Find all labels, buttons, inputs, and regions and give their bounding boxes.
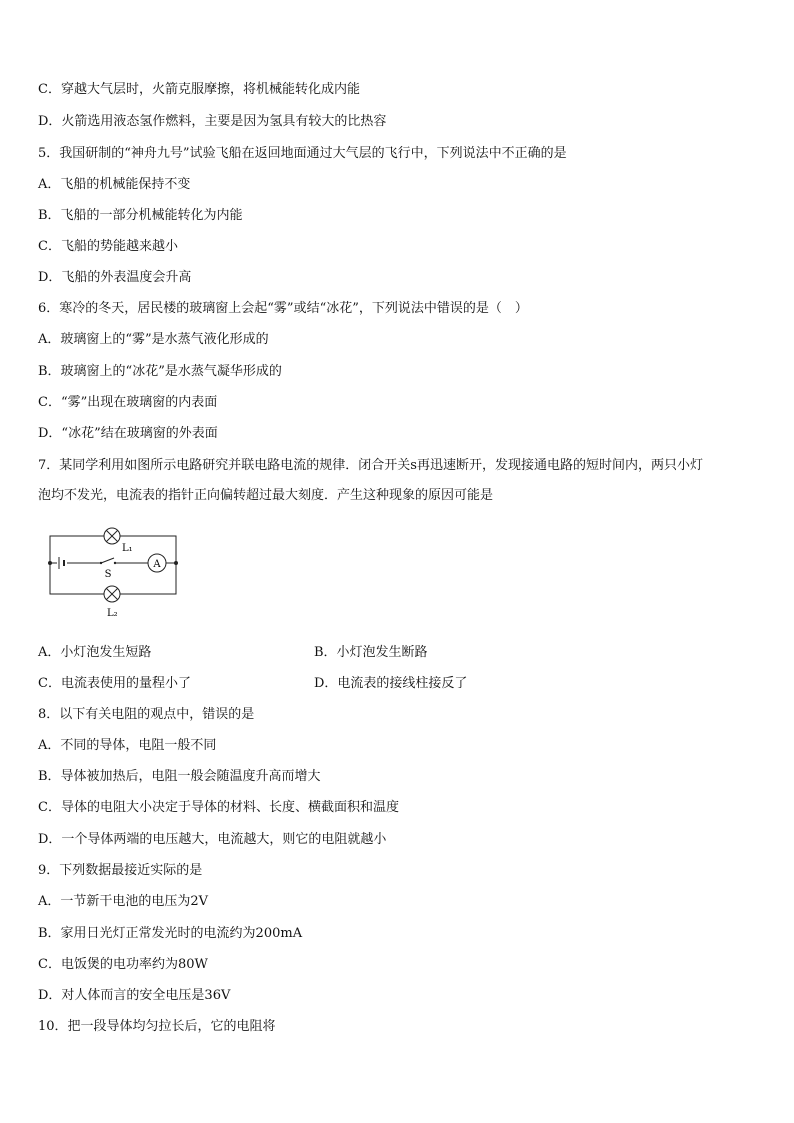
lamp-l1-icon	[104, 528, 120, 544]
junction-dot-right	[174, 561, 178, 565]
question-8-option-c: C．导体的电阻大小决定于导体的材料、长度、横截面积和温度	[38, 800, 399, 815]
ammeter-label: A	[153, 559, 161, 570]
circuit-diagram	[44, 522, 184, 622]
switch-label: S	[104, 569, 112, 580]
lamp-l2-label: L₂	[107, 608, 118, 619]
question-8-option-a: A．不同的导体，电阻一般不同	[38, 738, 217, 753]
lamp-l1-label: L₁	[122, 543, 133, 554]
question-9-option-b: B．家用日光灯正常发光时的电流约为200mA	[38, 926, 303, 941]
question-4-option-d: D．火箭选用液态氢作燃料，主要是因为氢具有较大的比热容	[38, 114, 387, 129]
question-8-option-b: B．导体被加热后，电阻一般会随温度升高而增大	[38, 769, 321, 784]
lamp-l2-icon	[104, 586, 120, 602]
question-7-option-d: D．电流表的接线柱接反了	[314, 676, 468, 691]
question-6-option-a: A．玻璃窗上的“雾”是水蒸气液化形成的	[38, 332, 269, 347]
question-10-stem: 10．把一段导体均匀拉长后，它的电阻将	[38, 1019, 276, 1034]
question-7-stem-line-2: 泡均不发光，电流表的指针正向偏转超过最大刻度．产生这种现象的原因可能是	[38, 488, 494, 503]
question-9-stem: 9．下列数据最接近实际的是	[38, 863, 203, 878]
question-4-option-c: C．穿越大气层时，火箭克服摩擦，将机械能转化成内能	[38, 82, 360, 97]
question-6-option-b: B．玻璃窗上的“冰花”是水蒸气凝华形成的	[38, 364, 282, 379]
question-7-option-a: A．小灯泡发生短路	[38, 645, 152, 660]
question-9-option-c: C．电饭煲的电功率约为80W	[38, 957, 208, 972]
question-9-option-d: D．对人体而言的安全电压是36V	[38, 988, 231, 1003]
question-6-stem: 6．寒冷的冬天，居民楼的玻璃窗上会起“雾”或结“冰花”，下列说法中错误的是（ ）	[38, 301, 528, 316]
question-5-stem: 5．我国研制的“神舟九号”试验飞船在返回地面通过大气层的飞行中，下列说法中不正确的是	[38, 146, 567, 161]
question-5-option-a: A．飞船的机械能保持不变	[38, 177, 191, 192]
question-6-option-d: D．“冰花”结在玻璃窗的外表面	[38, 426, 218, 441]
question-5-option-b: B．飞船的一部分机械能转化为内能	[38, 208, 243, 223]
question-8-stem: 8．以下有关电阻的观点中，错误的是	[38, 707, 255, 722]
question-6-option-c: C．“雾”出现在玻璃窗的内表面	[38, 395, 218, 410]
junction-dot-left	[48, 561, 52, 565]
question-8-option-d: D．一个导体两端的电压越大，电流越大，则它的电阻就越小	[38, 832, 387, 847]
question-7-option-c: C．电流表使用的量程小了	[38, 676, 191, 691]
question-7-stem-line-1: 7．某同学利用如图所示电路研究并联电路电流的规律．闭合开关s再迅速断开，发现接通电路的短时间内，两只小灯	[38, 458, 703, 473]
question-5-option-d: D．飞船的外表温度会升高	[38, 270, 192, 285]
question-5-option-c: C．飞船的势能越来越小	[38, 239, 178, 254]
question-7-option-b: B．小灯泡发生断路	[314, 645, 428, 660]
question-9-option-a: A．一节新干电池的电压为2V	[38, 894, 209, 909]
